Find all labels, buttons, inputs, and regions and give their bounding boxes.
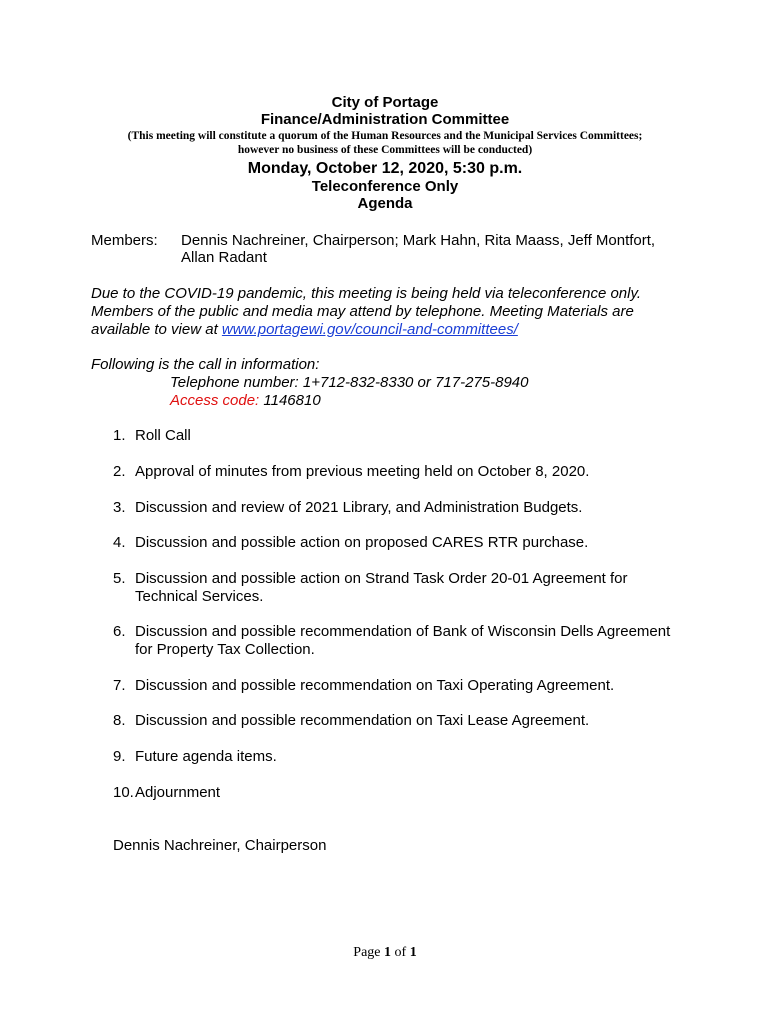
agenda-heading: Agenda	[357, 195, 413, 212]
agenda-item-text: Discussion and possible recommendation on Taxi Operating Agreement.	[135, 677, 615, 694]
agenda-item-number: 3.	[113, 499, 126, 516]
agenda-item-number: 5.	[113, 570, 126, 587]
agenda-item	[113, 784, 220, 802]
agenda-item	[113, 463, 589, 481]
agenda-item-number: 1.	[113, 427, 126, 444]
agenda-item-number: 6.	[113, 623, 126, 640]
agenda-item-number: 9.	[113, 748, 126, 765]
agenda-item-text: Roll Call	[135, 427, 191, 444]
committees-link[interactable]: www.portagewi.gov/council-and-committees/	[221, 321, 518, 338]
agenda-item	[113, 570, 628, 588]
page-footer	[0, 945, 770, 961]
call-in-intro: Following is the call in information:	[91, 356, 320, 373]
telephone-number: Telephone number: 1+712-832-8330 or 717-275-8940	[170, 374, 529, 391]
committee-title: Finance/Administration Committee	[260, 111, 510, 128]
agenda-item-number: 7.	[113, 677, 126, 694]
agenda-item	[113, 427, 191, 445]
agenda-item-text: Discussion and possible action on proposed CARES RTR purchase.	[135, 534, 589, 551]
agenda-item	[113, 499, 582, 517]
agenda-item-continuation: Technical Services.	[135, 588, 264, 605]
members-line2: Allan Radant	[181, 249, 267, 266]
city-title: City of Portage	[331, 94, 439, 111]
agenda-item	[113, 712, 589, 730]
quorum-note-line1: (This meeting will constitute a quorum of the Human Resources and the Municipal Services Committees;	[127, 130, 643, 142]
agenda-item	[113, 748, 277, 766]
agenda-item-text: Discussion and possible recommendation on Taxi Lease Agreement.	[135, 712, 590, 729]
access-code-line	[170, 392, 321, 410]
agenda-item-continuation: for Property Tax Collection.	[135, 641, 315, 658]
covid-notice-line1: Due to the COVID-19 pandemic, this meeting is being held via teleconference only.	[91, 285, 642, 302]
members-label: Members:	[91, 232, 158, 249]
access-code-value: 1146810	[263, 392, 321, 409]
agenda-item-text: Discussion and possible recommendation of Bank of Wisconsin Dells Agreement	[135, 623, 671, 640]
page-number: 1	[384, 945, 392, 960]
page-label: Page	[353, 945, 381, 960]
of-label: of	[394, 945, 407, 960]
signature: Dennis Nachreiner, Chairperson	[113, 837, 327, 854]
covid-notice-prefix: available to view at	[91, 321, 222, 338]
agenda-item-number: 10.	[113, 784, 134, 801]
meeting-mode: Teleconference Only	[311, 178, 459, 195]
access-code-label: Access code:	[170, 392, 260, 409]
agenda-item-text: Discussion and review of 2021 Library, and Administration Budgets.	[135, 499, 583, 516]
agenda-item-text: Adjournment	[135, 784, 221, 801]
agenda-item-number: 8.	[113, 712, 126, 729]
agenda-item	[113, 623, 670, 641]
meeting-date: Monday, October 12, 2020, 5:30 p.m.	[247, 160, 523, 177]
quorum-note-line2: however no business of these Committees will be conducted)	[237, 144, 533, 156]
agenda-item-number: 4.	[113, 534, 126, 551]
covid-notice-line3	[91, 321, 518, 339]
agenda-item	[113, 534, 588, 552]
agenda-item-text: Approval of minutes from previous meeting held on October 8, 2020.	[135, 463, 590, 480]
members-line1: Dennis Nachreiner, Chairperson; Mark Hahn, Rita Maass, Jeff Montfort,	[181, 232, 656, 249]
agenda-item-text: Discussion and possible action on Strand Task Order 20-01 Agreement for	[135, 570, 628, 587]
page-total: 1	[409, 945, 417, 960]
agenda-item	[113, 677, 614, 695]
agenda-item-text: Future agenda items.	[135, 748, 277, 765]
agenda-item-number: 2.	[113, 463, 126, 480]
covid-notice-line2: Members of the public and media may attend by telephone. Meeting Materials are	[91, 303, 634, 320]
